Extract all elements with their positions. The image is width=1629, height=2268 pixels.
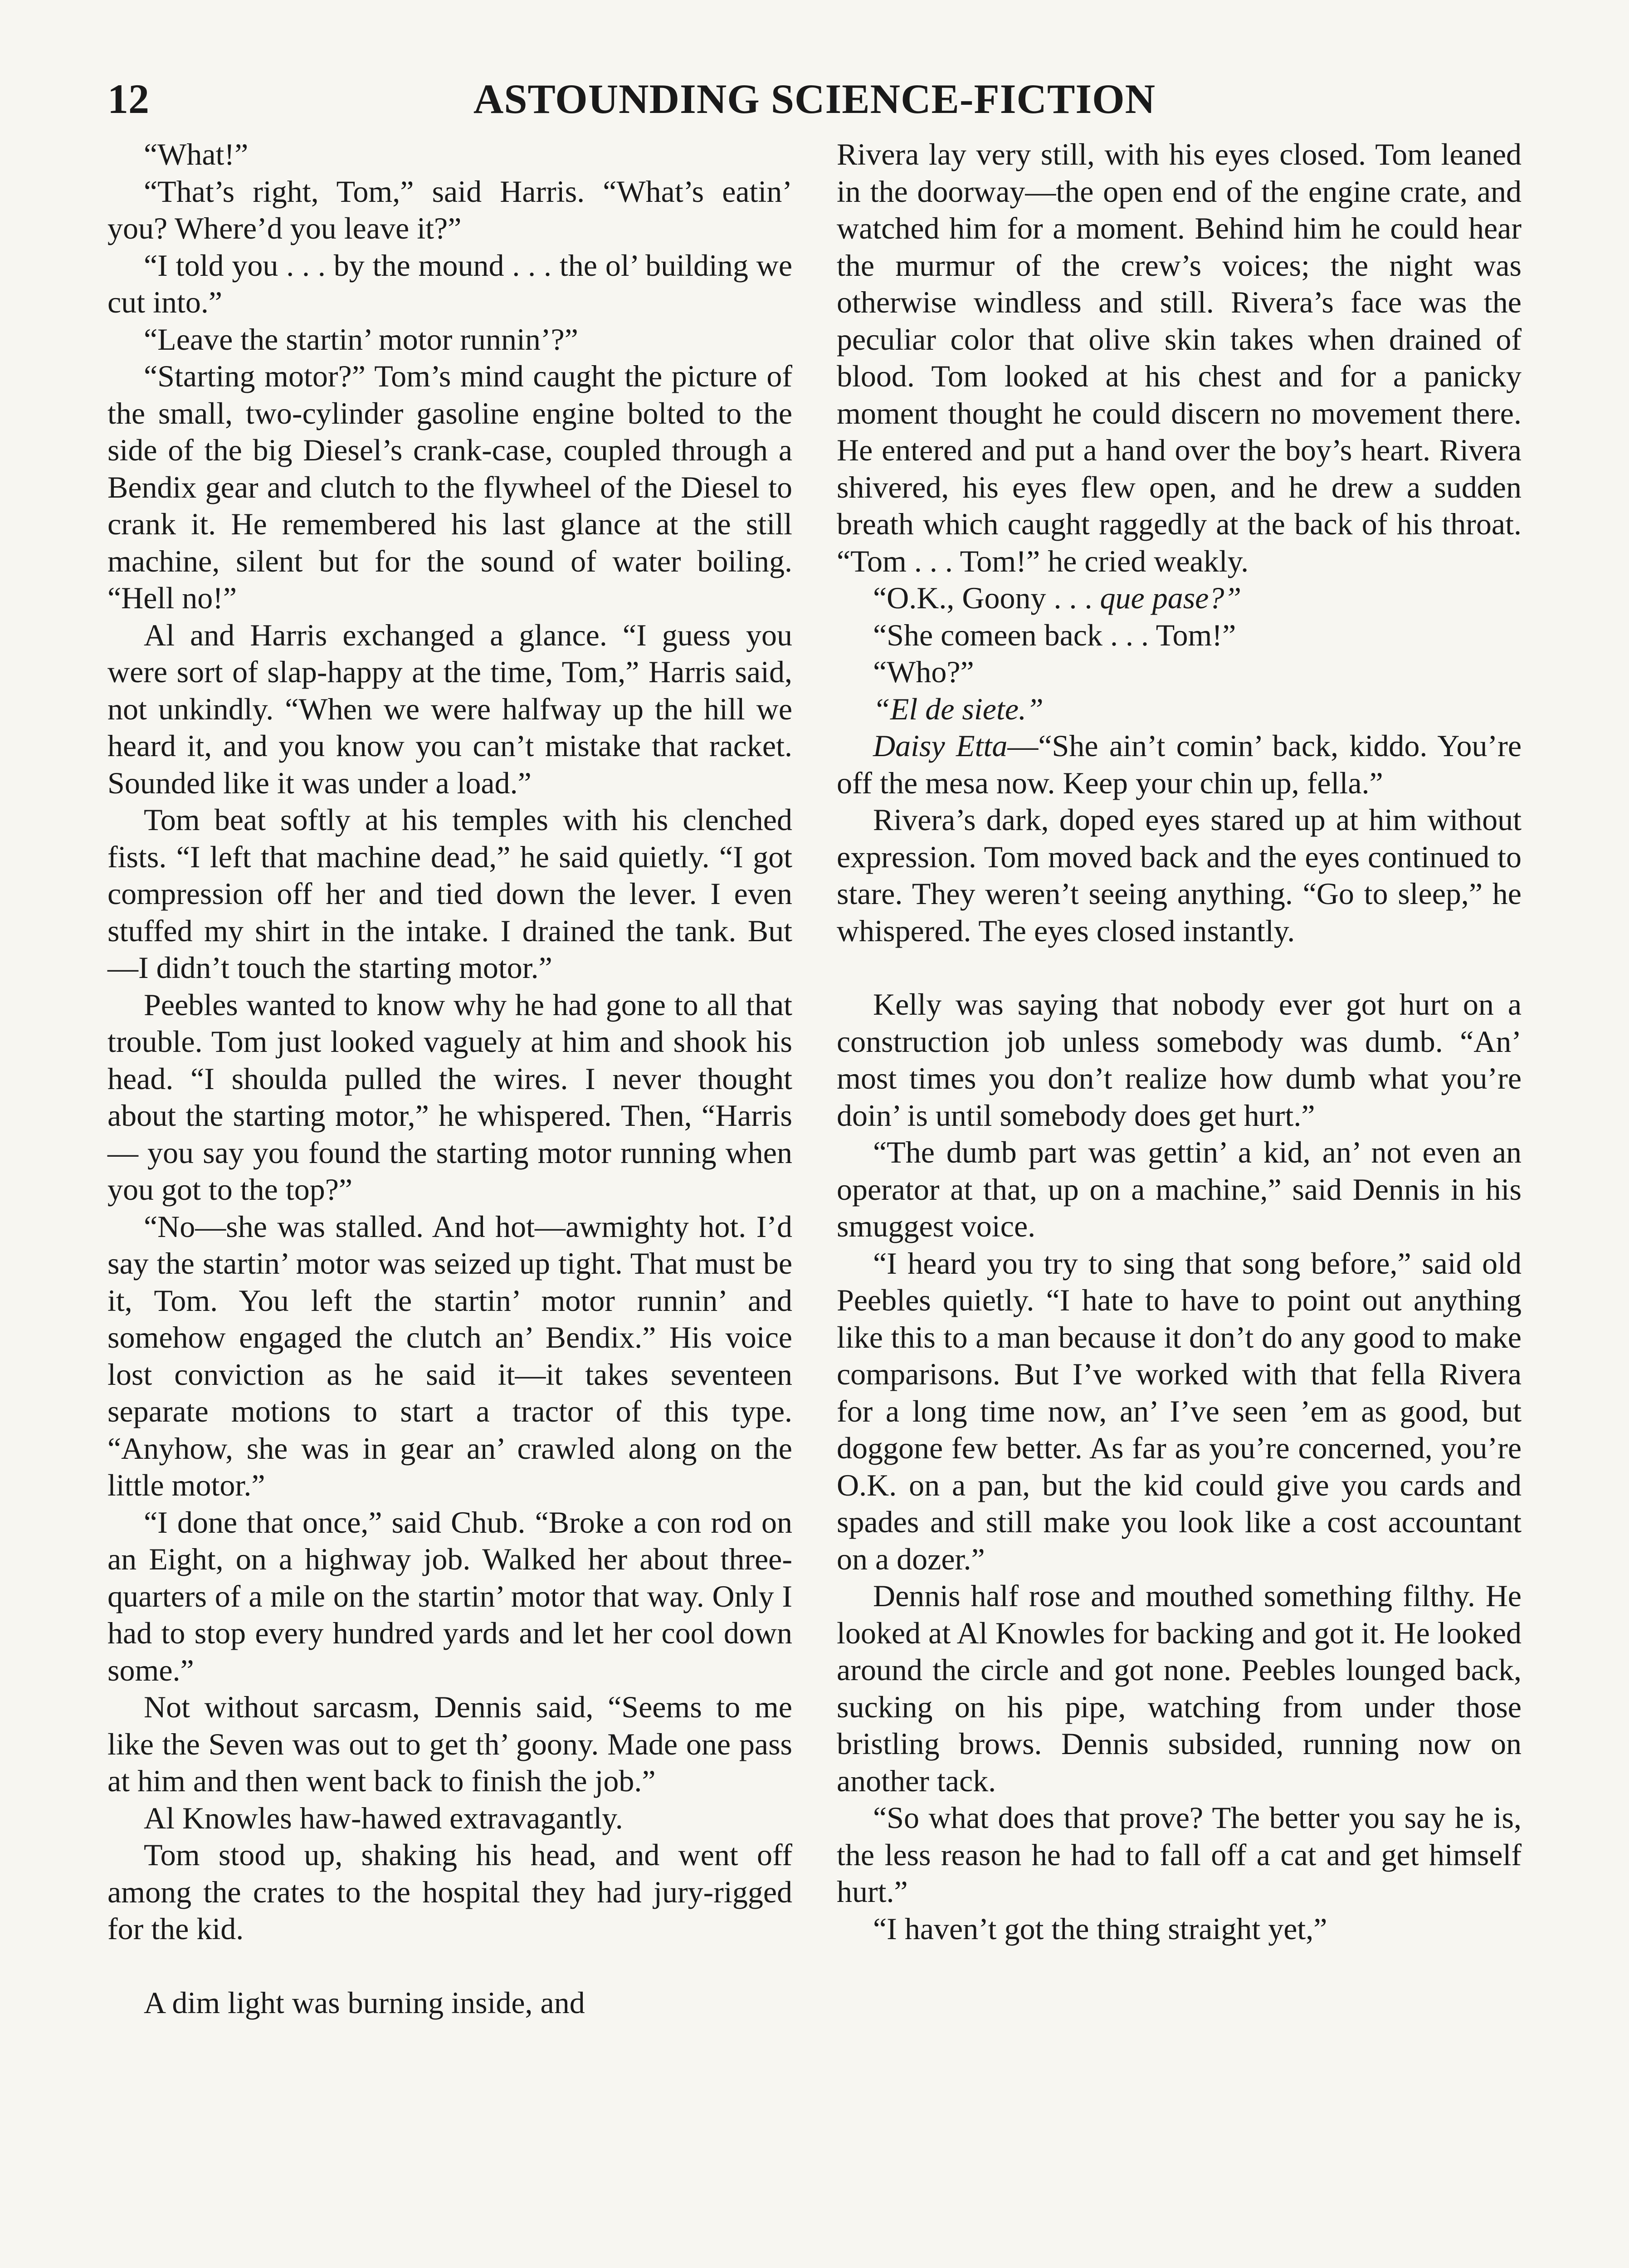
paragraph: “What!”: [144, 137, 249, 171]
right-column: [837, 136, 1522, 1947]
paragraph: Not without sarcasm, Dennis said, “Seems to me like the Seven was out to get th’ goony. Made one pass at him and then went back to finish the job.”: [107, 1690, 792, 1798]
paragraph: Peebles wanted to know why he had gone to all that trouble. Tom just looked vaguely at him and shook his head. “I shoulda pulled the wires. I never thought about the starting motor,” he whispered. Then, “Harris— you say you found the starting motor running when you got to the top?”: [107, 987, 792, 1207]
paragraph: A dim light was burning inside, and: [144, 1985, 585, 2020]
paragraph: Tom stood up, shaking his head, and went off among the crates to the hospital they had jury-rigged for the kid.: [107, 1838, 792, 1946]
paragraph: “I heard you try to sing that song before,” said old Peebles quietly. “I hate to have to point out anything like this to a man because it don’t do any good to make comparisons. But I’ve worked with that fella Rivera for a long time now, an’ I’ve seen ’em as good, but doggone few better. As far as you’re concerned, you’re O.K. on a pan, but the kid could give you cards and spades and still make you look like a cost accountant on a dozer.”: [837, 1246, 1522, 1576]
paragraph: “So what does that prove? The better you say he is, the less reason he had to fall off a cat and get himself hurt.”: [837, 1800, 1522, 1909]
italic-text: que pase?”: [1100, 581, 1242, 615]
paragraph: “Who?”: [873, 655, 974, 689]
paragraph: [837, 728, 1522, 802]
paragraph: Rivera’s dark, doped eyes stared up at him without expression. Tom moved back and the eyes continued to stare. They weren’t seeing anything. “Go to sleep,” he whispered. The eyes closed instantly.: [837, 802, 1522, 948]
italic-text: “El de siete.”: [873, 691, 1044, 726]
paragraph: “The dumb part was gettin’ a kid, an’ not even an operator at that, up on a machine,” said Dennis in his smuggest voice.: [837, 1135, 1522, 1243]
paragraph: “Starting motor?” Tom’s mind caught the picture of the small, two-cylinder gasoline engine bolted to the side of the big Diesel’s crank-case, coupled through a Bendix gear and clutch to the flywheel of the Diesel to crank it. He remembered his last glance at the still machine, silent but for the sound of water boiling. “Hell no!”: [107, 359, 792, 615]
paragraph: “I done that once,” said Chub. “Broke a con rod on an Eight, on a highway job. Walked her about three-quarters of a mile on the startin’ motor that way. Only I had to stop every hundred yards and let her cool down some.”: [107, 1505, 792, 1687]
paragraph: Kelly was saying that nobody ever got hurt on a construction job unless somebody was dumb. “An’ most times you don’t realize how dumb what you’re doin’ is until somebody does get hurt.”: [837, 987, 1522, 1133]
paragraph: “She comeen back . . . Tom!”: [873, 617, 1236, 652]
left-column: [107, 136, 792, 2021]
paragraph: “No—she was stalled. And hot—awmighty hot. I’d say the startin’ motor was seized up tight. That must be it, Tom. You left the startin’ motor runnin’ and somehow engaged the clutch an’ Bendix.” His voice lost conviction as he said it—it takes seventeen separate motions to start a tractor of this type. “Anyhow, she was in gear an’ crawled along on the little motor.”: [107, 1209, 792, 1502]
paragraph: “I haven’t got the thing straight yet,”: [873, 1911, 1327, 1946]
paragraph: Rivera lay very still, with his eyes closed. Tom leaned in the doorway—the open end of the engine crate, and watched him for a moment. Behind him he could hear the murmur of the crew’s voices; the night was otherwise windless and still. Rivera’s face was the peculiar color that olive skin takes when drained of blood. Tom looked at his chest and for a panicky moment thought he could discern no movement there. He entered and put a hand over the boy’s heart. Rivera shivered, his eyes flew open, and he drew a sudden breath which caught raggedly at the back of his throat. “Tom . . . Tom!” he cried weakly.: [837, 137, 1522, 578]
paragraph: Dennis half rose and mouthed something filthy. He looked at Al Knowles for backing and got it. He looked around the circle and got none. Peebles lounged back, sucking on his pipe, watching from under those bristling brows. Dennis subsided, running now on another tack.: [837, 1579, 1522, 1798]
italic-text: Daisy Etta: [873, 728, 1008, 763]
running-title: ASTOUNDING SCIENCE-FICTION: [473, 76, 1156, 122]
paragraph: Al and Harris exchanged a glance. “I guess you were sort of slap-happy at the time, Tom,” Harris said, not unkindly. “When we were halfway up the hill we heard it, and you know you can’t mistake that racket. Sounded like it was under a load.”: [107, 617, 792, 800]
paragraph: [837, 580, 1522, 617]
dialogue-text: —“She ain’t comin’ back, kiddo. You’re off the mesa now. Keep your chin up, fella.”: [837, 728, 1522, 800]
paragraph: “Leave the startin’ motor runnin’?”: [144, 322, 578, 357]
paragraph: [837, 691, 1522, 728]
page-header: [107, 75, 1522, 125]
page-number: 12: [107, 76, 149, 122]
paragraph: Tom beat softly at his temples with his clenched fists. “I left that machine dead,” he said quietly. “I got compression off her and tied down the lever. I even stuffed my shirt in the intake. I drained the tank. But —I didn’t touch the starting motor.”: [107, 802, 792, 985]
paragraph: “That’s right, Tom,” said Harris. “What’s eatin’ you? Where’d you leave it?”: [107, 174, 792, 245]
dialogue-text: “O.K., Goony . . .: [873, 581, 1100, 615]
paragraph: Al Knowles haw-hawed extravagantly.: [144, 1800, 623, 1835]
paragraph: “I told you . . . by the mound . . . the ol’ building we cut into.”: [107, 248, 792, 319]
